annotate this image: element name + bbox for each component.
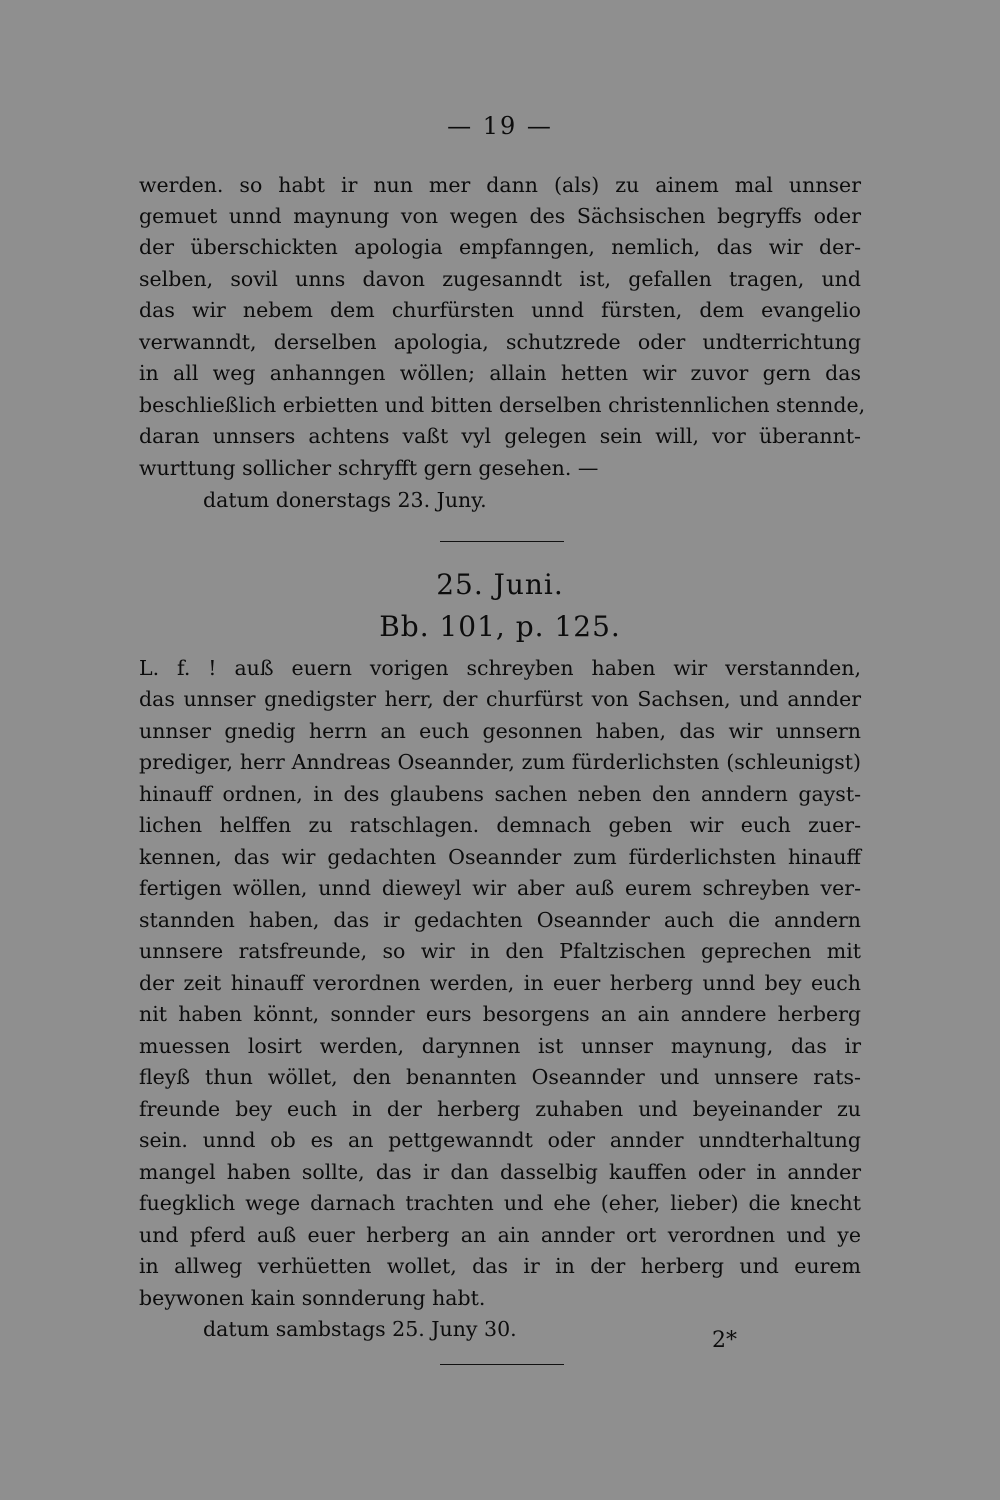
section-date-heading: 25. Juni. <box>436 568 564 601</box>
text-line: beschließlich erbietten und bitten derselben christennlichen stennde, <box>139 393 866 417</box>
text-line: der zeit hinauff verordnen werden, in euer herberg unnd bey euch <box>139 971 861 995</box>
text-line: in allweg verhüetten wollet, das ir in der herberg und eurem <box>139 1254 861 1278</box>
text-line: sein. unnd ob es an pettgewanndt oder annder unndterhaltung <box>139 1128 861 1152</box>
text-line: prediger, herr Anndreas Oseannder, zum fürderlichsten (schleunigst) <box>139 750 861 774</box>
date-line: datum sambstags 25. Juny 30. <box>203 1317 517 1341</box>
text-line: hinauff ordnen, in des glaubens sachen neben den anndern gayst- <box>139 782 861 806</box>
text-line: muessen losirt werden, darynnen ist unnser maynung, das ir <box>139 1034 861 1058</box>
signature-mark: 2* <box>712 1328 737 1353</box>
text-line: in all weg anhanngen wöllen; allain hetten wir zuvor gern das <box>139 361 861 385</box>
text-line: verwanndt, derselben apologia, schutzrede oder undterrichtung <box>139 330 861 354</box>
divider <box>440 1364 564 1365</box>
text-line: selben, sovil unns davon zugesanndt ist, gefallen tragen, und <box>139 267 861 291</box>
text-line: mangel haben sollte, das ir dan dasselbig kauffen oder in annder <box>139 1160 861 1184</box>
text-line: und pferd auß euer herberg an ain annder ort verordnen und ye <box>139 1223 861 1247</box>
text-line: das unnser gnedigster herr, der churfürst von Sachsen, und annder <box>139 687 861 711</box>
text-line: daran unnsers achtens vaßt vyl gelegen sein will, vor überannt- <box>139 424 861 448</box>
text-line: kennen, das wir gedachten Oseannder zum fürderlichsten hinauff <box>139 845 861 869</box>
text-line: beywonen kain sonnderung habt. <box>139 1286 486 1310</box>
text-line: wurttung sollicher schryfft gern gesehen. — <box>139 456 599 480</box>
text-line: werden. so habt ir nun mer dann (als) zu ainem mal unnser <box>139 173 861 197</box>
text-line: fuegklich wege darnach trachten und ehe (eher, lieber) die knecht <box>139 1191 861 1215</box>
text-line: stannden haben, das ir gedachten Oseannder auch die anndern <box>139 908 861 932</box>
text-line: das wir nebem dem churfürsten unnd fürsten, dem evangelio <box>139 298 861 322</box>
text-line: fleyß thun wöllet, den benannten Oseannder und unnsere rats- <box>139 1065 861 1089</box>
text-line: unnser gnedig herrn an euch gesonnen haben, das wir unnsern <box>139 719 861 743</box>
text-line: L. f. ! auß euern vorigen schreyben haben wir verstannden, <box>139 656 861 680</box>
archive-reference: Bb. 101, p. 125. <box>379 610 621 643</box>
divider <box>440 541 564 542</box>
text-line: fertigen wöllen, unnd dieweyl wir aber auß eurem schreyben ver- <box>139 876 861 900</box>
text-line: gemuet unnd maynung von wegen des Sächsischen begryffs oder <box>139 204 861 228</box>
page-number: — 19 — <box>447 112 553 140</box>
text-line: freunde bey euch in der herberg zuhaben und beyeinander zu <box>139 1097 861 1121</box>
text-line: der überschickten apologia empfanngen, nemlich, das wir der- <box>139 235 861 259</box>
date-line: datum donerstags 23. Juny. <box>203 488 487 512</box>
text-line: nit haben könnt, sonnder eurs besorgens an ain anndere herberg <box>139 1002 861 1026</box>
text-line: unnsere ratsfreunde, so wir in den Pfaltzischen geprechen mit <box>139 939 861 963</box>
text-line: lichen helffen zu ratschlagen. demnach geben wir euch zuer- <box>139 813 861 837</box>
